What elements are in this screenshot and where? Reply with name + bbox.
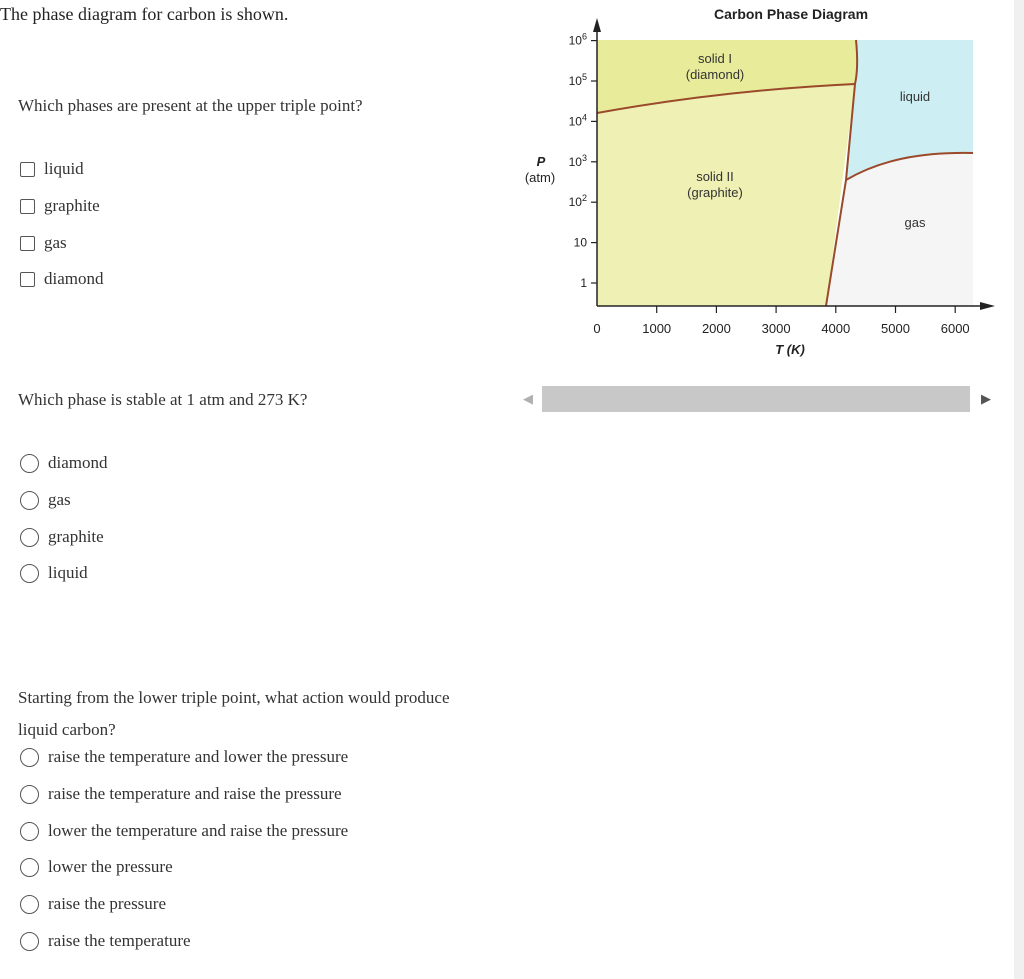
radio-button[interactable] <box>20 454 39 473</box>
x-tick-label: 2000 <box>701 321 731 336</box>
horizontal-scrollbar[interactable] <box>515 386 999 412</box>
label-graphite-line2: (graphite) <box>687 185 743 200</box>
checkbox[interactable] <box>20 162 35 177</box>
option-label: gas <box>44 233 67 252</box>
scrollbar-thumb[interactable] <box>542 386 970 412</box>
label-diamond-line2: (diamond) <box>685 67 745 82</box>
q3-option-lower-pressure[interactable] <box>20 855 173 879</box>
checkbox[interactable] <box>20 199 35 214</box>
q2-option-gas[interactable] <box>20 488 71 512</box>
option-label: diamond <box>44 269 104 288</box>
option-label: lower the temperature and raise the pressure <box>48 821 349 840</box>
x-tick-label: 6000 <box>940 321 970 336</box>
scroll-left-arrow-icon[interactable]: ◀ <box>523 391 533 406</box>
y-axis-arrow <box>593 18 601 32</box>
chart-title: Carbon Phase Diagram <box>713 6 869 22</box>
x-tick-label: 0 <box>593 321 601 336</box>
q3-option-raise-temperature[interactable] <box>20 929 191 953</box>
q3-option-raise-temp-lower-pressure[interactable] <box>20 745 348 769</box>
x-tick-label: 1000 <box>642 321 672 336</box>
radio-button[interactable] <box>20 748 39 767</box>
x-axis-arrow <box>980 302 995 310</box>
label-graphite-line1: solid II <box>696 169 734 184</box>
radio-button[interactable] <box>20 491 39 510</box>
q1-option-gas[interactable] <box>20 231 67 255</box>
q3-option-raise-temp-raise-pressure[interactable] <box>20 782 342 806</box>
option-label: graphite <box>48 527 104 546</box>
question-3-text: Starting from the lower triple point, what action would produce liquid carbon? <box>18 688 450 739</box>
q1-option-diamond[interactable] <box>20 267 104 291</box>
scroll-right-arrow-icon[interactable]: ▶ <box>981 391 991 406</box>
question-2-text: Which phase is stable at 1 atm and 273 K? <box>18 390 308 409</box>
y-tick-label: 1 <box>580 276 587 290</box>
checkbox[interactable] <box>20 236 35 251</box>
option-label: raise the temperature <box>48 931 191 950</box>
q1-option-liquid[interactable] <box>20 157 84 181</box>
label-liquid: liquid <box>899 89 931 104</box>
q3-option-lower-temp-raise-pressure[interactable] <box>20 819 348 843</box>
q2-option-graphite[interactable] <box>20 525 104 549</box>
radio-button[interactable] <box>20 932 39 951</box>
q3-option-raise-pressure[interactable] <box>20 892 166 916</box>
option-label: raise the temperature and raise the pressure <box>48 784 342 803</box>
q2-option-liquid[interactable] <box>20 561 88 585</box>
carbon-phase-diagram <box>515 0 1005 372</box>
radio-button[interactable] <box>20 822 39 841</box>
intro-text: The phase diagram for carbon is shown. <box>0 4 289 24</box>
label-gas: gas <box>904 215 926 230</box>
y-tick-label: $10^5$ <box>568 72 587 88</box>
y-tick-label: $10^4$ <box>568 112 587 129</box>
x-tick-label: 4000 <box>821 321 851 336</box>
page-vertical-scrollbar[interactable] <box>1014 0 1024 979</box>
y-ticks <box>569 32 597 290</box>
y-tick-label: 10 <box>573 235 587 250</box>
y-axis-label-unit: (atm) <box>524 170 556 185</box>
radio-button[interactable] <box>20 858 39 877</box>
q1-option-graphite[interactable] <box>20 194 100 218</box>
label-diamond-line1: solid I <box>698 51 732 66</box>
option-label: liquid <box>48 563 88 582</box>
option-label: gas <box>48 490 71 509</box>
option-label: graphite <box>44 196 100 215</box>
radio-button[interactable] <box>20 895 39 914</box>
checkbox[interactable] <box>20 272 35 287</box>
option-label: diamond <box>48 453 108 472</box>
option-label: raise the temperature and lower the pressure <box>48 747 349 766</box>
x-axis-label: T (K) <box>775 342 805 357</box>
option-label: liquid <box>44 159 84 178</box>
option-label: lower the pressure <box>48 857 173 876</box>
y-tick-label: $10^6$ <box>568 31 587 48</box>
y-axis-label-p: P <box>536 154 546 169</box>
radio-button[interactable] <box>20 785 39 804</box>
x-ticks <box>593 306 969 336</box>
question-1-text: Which phases are present at the upper triple point? <box>18 96 363 115</box>
x-tick-label: 3000 <box>761 321 791 336</box>
radio-button[interactable] <box>20 528 39 547</box>
q2-option-diamond[interactable] <box>20 451 108 475</box>
y-tick-label: $10^3$ <box>568 152 587 169</box>
y-tick-label: $10^2$ <box>568 193 587 210</box>
x-tick-label: 5000 <box>881 321 910 336</box>
option-label: raise the pressure <box>48 894 167 913</box>
radio-button[interactable] <box>20 564 39 583</box>
